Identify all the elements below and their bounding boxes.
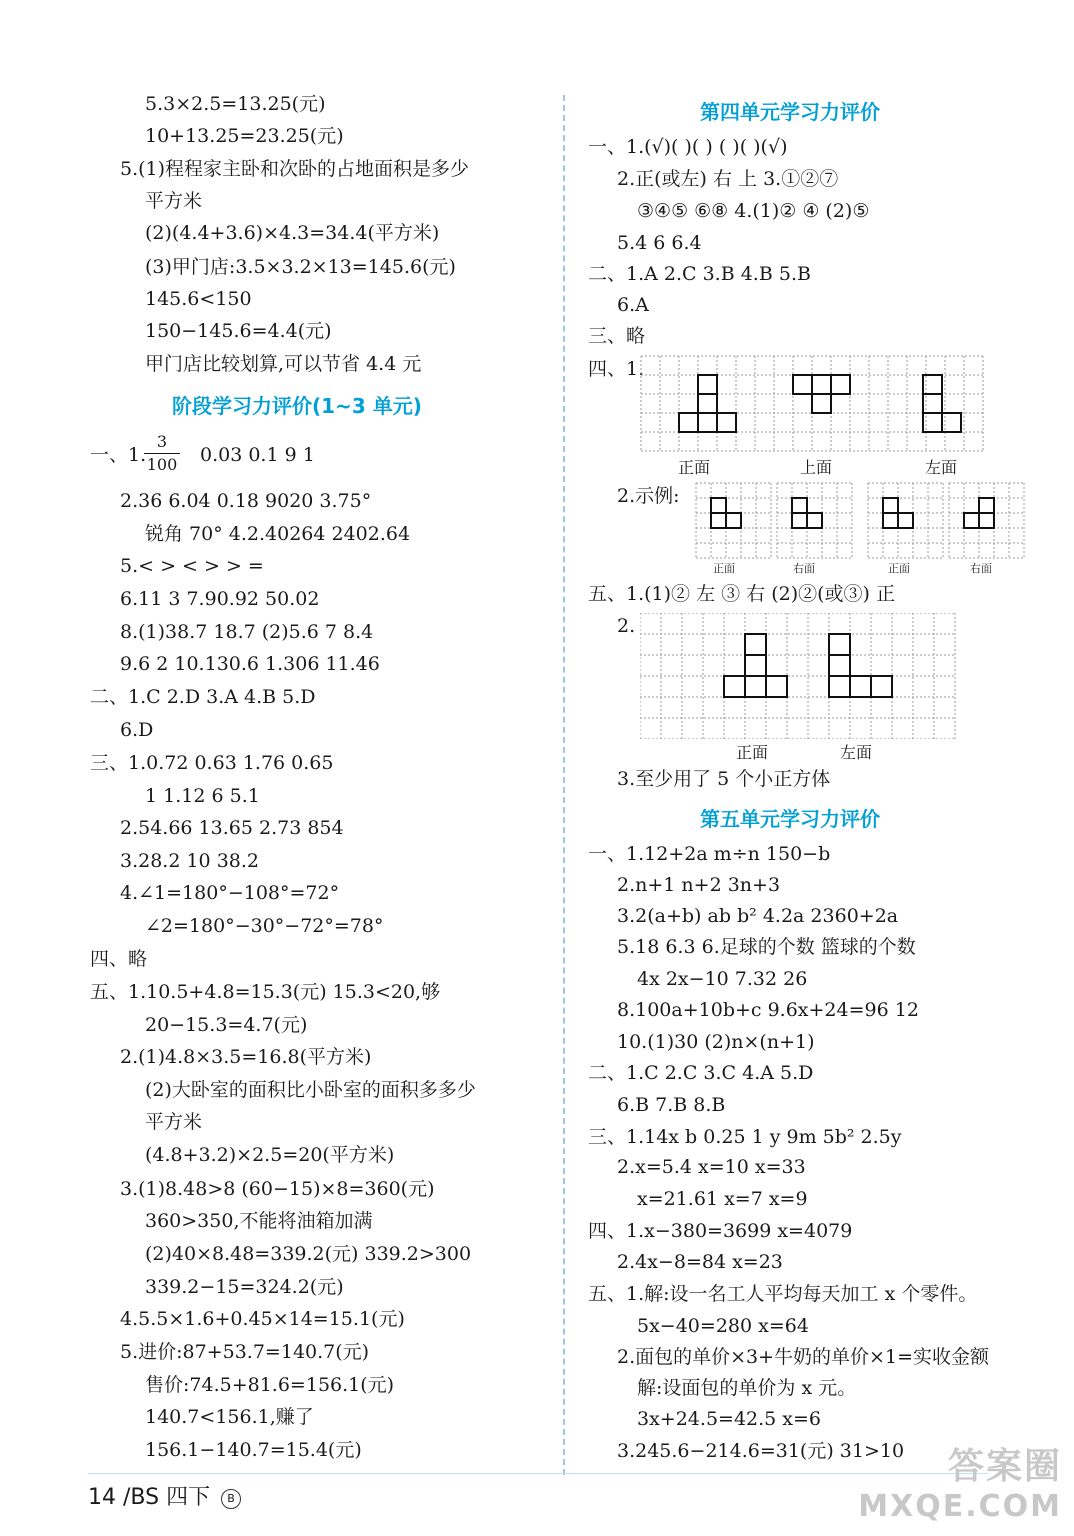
answer-line: ③④⑤ ⑥⑧ 4.(1)② ④ (2)⑤: [637, 200, 870, 222]
three-views-grid-figure: [640, 355, 1000, 453]
answer-line: 2.54.66 13.65 2.73 854: [120, 817, 344, 839]
view-shapes: [679, 375, 961, 432]
answer-line: 5.4 6 6.4: [617, 232, 702, 254]
label-left: 左面: [925, 458, 958, 477]
label-front: 正面: [713, 562, 735, 575]
answer-line: 5.3×2.5=13.25(元): [145, 93, 326, 115]
edition-label: /BS 四下: [123, 1485, 211, 1510]
watermark: [858, 1438, 1062, 1524]
answer-line: (2)40×8.48=339.2(元) 339.2>300: [145, 1243, 472, 1265]
answer-line: (3)甲门店:3.5×3.2×13=145.6(元): [145, 256, 456, 278]
answer-line: 145.6<150: [145, 288, 252, 310]
label-front: 正面: [678, 458, 711, 477]
answer-line: 8.(1)38.7 18.7 (2)5.6 7 8.4: [120, 621, 374, 643]
section-title-unit5: 第五单元学习力评价: [700, 807, 880, 831]
answer-line: 一、1.(√)( )( ) ( )( )(√): [588, 136, 788, 158]
answer-line: 5x−40=280 x=64: [637, 1315, 809, 1337]
answer-line: 2.36 6.04 0.18 9020 3.75°: [120, 490, 372, 512]
answer-line: 五、1.解:设一名工人平均每天加工 x 个零件。: [588, 1283, 978, 1305]
footer-rule: [88, 1473, 988, 1474]
section-title-stage: 阶段学习力评价(1~3 单元): [172, 394, 422, 418]
fraction-numerator: 3: [156, 432, 168, 451]
answer-line: 5.18 6.3 6.足球的个数 篮球的个数: [617, 936, 916, 958]
answer-line: 6.B 7.B 8.B: [617, 1094, 726, 1116]
page-footer: [88, 1480, 241, 1511]
answer-line: ∠2=180°−30°−72°=78°: [145, 915, 384, 937]
answer-line: (4.8+3.2)×2.5=20(平方米): [145, 1144, 395, 1166]
answer-line: 五、1.10.5+4.8=15.3(元) 15.3<20,够: [90, 981, 441, 1003]
label-right: 右面: [970, 562, 992, 575]
label-front: 正面: [736, 743, 769, 762]
answer-line: (2)(4.4+3.6)×4.3=34.4(平方米): [145, 222, 440, 244]
column-divider: [563, 95, 565, 1475]
label-left: 左面: [840, 743, 873, 762]
answer-line: 6.D: [120, 719, 154, 741]
answer-line: 360>350,不能将油箱加满: [145, 1210, 373, 1232]
dotted-grid: [640, 613, 955, 739]
answer-line: 2.n+1 n+2 3n+3: [617, 874, 781, 896]
fraction-denominator: 100: [146, 455, 178, 474]
answer-line: 2.面包的单价×3+牛奶的单价×1=实收金额: [617, 1346, 989, 1368]
answer-line: 140.7<156.1,赚了: [145, 1406, 314, 1428]
answer-line: 150−145.6=4.4(元): [145, 320, 332, 342]
answer-line: 9.6 2 10.130.6 1.306 11.46: [120, 653, 380, 675]
answer-line: 二、1.C 2.D 3.A 4.B 5.D: [90, 686, 316, 708]
answer-line: 2.x=5.4 x=10 x=33: [617, 1156, 806, 1178]
answer-line: 3.28.2 10 38.2: [120, 850, 259, 872]
answer-line: 8.100a+10b+c 9.6x+24=96 12: [617, 999, 919, 1021]
answer-line: 4x 2x−10 7.32 26: [637, 968, 808, 990]
answer-line: 一、1.12+2a m÷n 150−b: [588, 843, 831, 865]
answer-line: 3.(1)8.48>8 (60−15)×8=360(元): [120, 1178, 435, 1200]
answer-line: 售价:74.5+81.6=156.1(元): [145, 1374, 395, 1396]
answer-line: 3.245.6−214.6=31(元) 31>10: [617, 1440, 905, 1462]
answer-line: 3x+24.5=42.5 x=6: [637, 1408, 822, 1430]
answer-line: (2)大卧室的面积比小卧室的面积多多少: [145, 1079, 476, 1101]
answer-line: 三、1.14x b 0.25 1 y 9m 5b² 2.5y: [588, 1126, 902, 1148]
page-number: 14: [88, 1485, 116, 1510]
answer-line: 解:设面包的单价为 x 元。: [637, 1377, 857, 1399]
edition-badge-icon: B: [221, 1489, 241, 1509]
answer-line: 2.正(或左) 右 上 3.①②⑦: [617, 168, 839, 190]
answer-line: 5.(1)程程家主卧和次卧的占地面积是多少: [120, 158, 470, 180]
answer-line: 2.: [617, 615, 636, 637]
label-top: 上面: [800, 458, 833, 477]
answer-line: 2.4x−8=84 x=23: [617, 1251, 783, 1273]
answer-line: 5.进价:87+53.7=140.7(元): [120, 1341, 370, 1363]
answer-line: 2.(1)4.8×3.5=16.8(平方米): [120, 1046, 372, 1068]
watermark-logo-text: 答案圈: [947, 1446, 1062, 1487]
answer-line: 1 1.12 6 5.1: [145, 785, 260, 807]
answer-line: 5.< > < > > =: [120, 555, 264, 577]
section-title-unit4: 第四单元学习力评价: [700, 100, 880, 124]
answer-line: 2.示例:: [617, 485, 680, 507]
answer-line: 五、1.(1)② 左 ③ 右 (2)②(或③) 正: [588, 583, 895, 605]
answer-line: 3.2(a+b) ab b² 4.2a 2360+2a: [617, 905, 899, 927]
answer-line: 6.11 3 7.90.92 50.02: [120, 588, 320, 610]
answer-line: 0.03 0.1 9 1: [200, 444, 315, 466]
question-number: 一、1.: [90, 444, 147, 466]
watermark-url: MXQE.COM: [858, 1489, 1062, 1524]
answer-line: 4.∠1=180°−108°=72°: [120, 882, 340, 904]
answer-line: 平方米: [145, 190, 203, 212]
answer-line: 三、略: [588, 325, 646, 347]
answer-line: 二、1.C 2.C 3.C 4.A 5.D: [588, 1062, 814, 1084]
label-front: 正面: [888, 562, 910, 575]
answer-line: 四、1.x−380=3699 x=4079: [588, 1220, 853, 1242]
answer-line: 平方米: [145, 1111, 203, 1133]
example-views-grid-figure: [695, 482, 1025, 560]
answer-line: 4.5.5×1.6+0.45×14=15.1(元): [120, 1308, 405, 1330]
answer-line: 10.(1)30 (2)n×(n+1): [617, 1031, 815, 1053]
answer-line: 10+13.25=23.25(元): [145, 125, 344, 147]
answer-line: 四、1.: [588, 358, 645, 380]
fraction-bar: [144, 453, 180, 454]
answer-line: 甲门店比较划算,可以节省 4.4 元: [145, 353, 422, 375]
answer-line: 三、1.0.72 0.63 1.76 0.65: [90, 752, 334, 774]
answer-line: 3.至少用了 5 个小正方体: [617, 768, 831, 790]
answer-line: 156.1−140.7=15.4(元): [145, 1439, 362, 1461]
answer-line: 四、略: [90, 948, 148, 970]
answer-line: 二、1.A 2.C 3.B 4.B 5.B: [588, 263, 811, 285]
answer-line: 锐角 70° 4.2.40264 2402.64: [145, 523, 411, 545]
two-views-grid-figure: [640, 613, 974, 739]
label-right: 右面: [793, 562, 815, 575]
answer-line: 6.A: [617, 294, 649, 316]
fraction: [144, 432, 180, 475]
answer-line: 20−15.3=4.7(元): [145, 1014, 308, 1036]
answer-line: x=21.61 x=7 x=9: [637, 1188, 808, 1210]
dotted-grid: [696, 483, 1024, 558]
answer-line: 339.2−15=324.2(元): [145, 1276, 344, 1298]
